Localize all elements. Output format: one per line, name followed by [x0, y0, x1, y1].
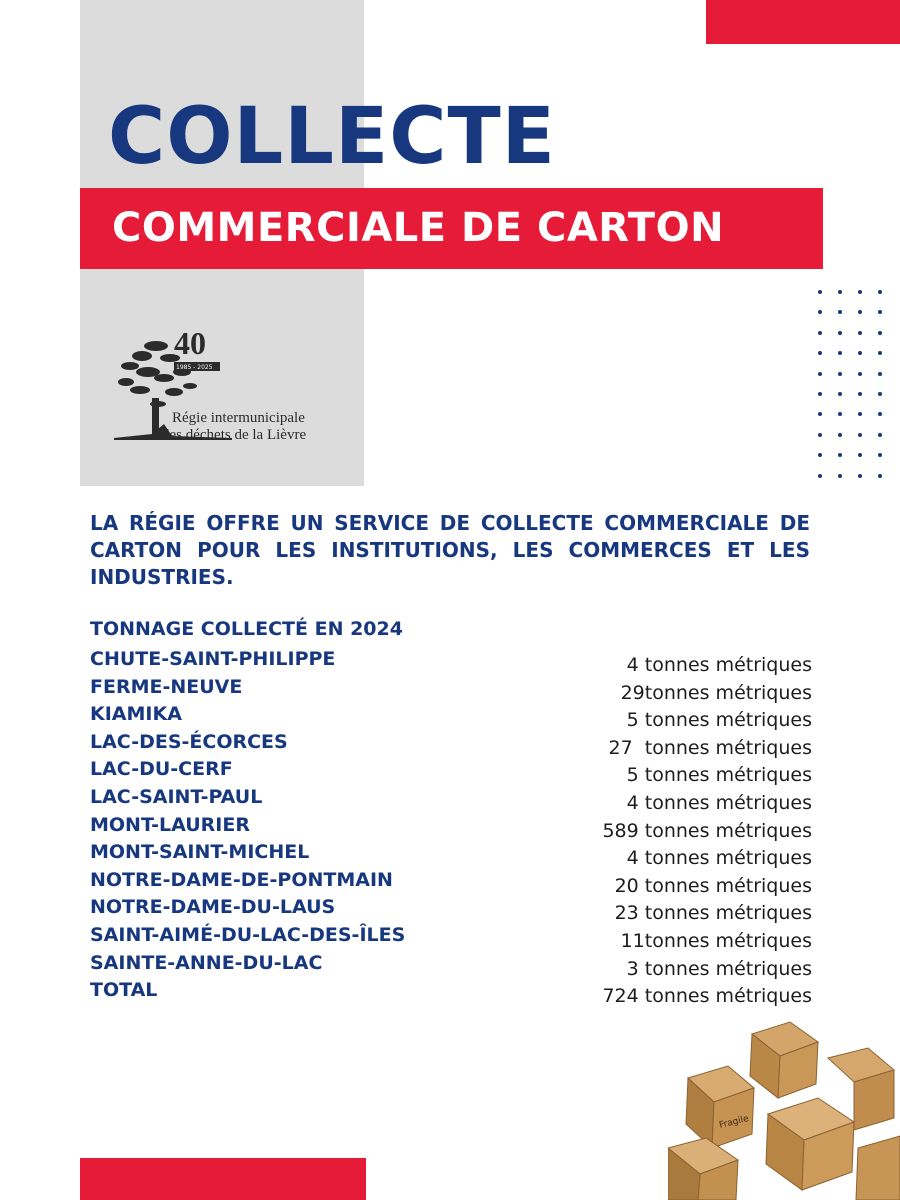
table-row — [90, 785, 812, 813]
table-row — [90, 868, 812, 896]
decorative-dot — [858, 290, 862, 294]
tonnage-amount: 11tonnes métriques — [620, 929, 812, 952]
city-name: LAC-SAINT-PAUL — [90, 785, 263, 808]
decorative-dot — [818, 310, 822, 314]
intro-paragraph: LA RÉGIE OFFRE UN SERVICE DE COLLECTE COMMERCIALE DE CARTON POUR LES INSTITUTIONS, LES COMMERCES ET LES INDUSTRIES. — [90, 511, 810, 589]
decorative-dot — [818, 372, 822, 376]
decorative-dot — [858, 453, 862, 457]
decorative-dot — [838, 290, 842, 294]
tonnage-amount: 20 tonnes métriques — [614, 874, 812, 897]
box-label: Fragile — [718, 1113, 750, 1131]
decorative-dot — [878, 351, 882, 355]
decorative-dot — [878, 372, 882, 376]
table-row — [90, 675, 812, 703]
decorative-dot — [878, 331, 882, 335]
tonnage-table — [90, 647, 812, 1006]
table-row — [90, 647, 812, 675]
decorative-dot — [858, 392, 862, 396]
red-bottom-accent-bar — [80, 1158, 366, 1200]
decorative-dot — [878, 290, 882, 294]
decorative-dot — [838, 433, 842, 437]
city-name: NOTRE-DAME-DE-PONTMAIN — [90, 868, 393, 891]
decorative-dot-grid — [818, 290, 890, 485]
page-title: COLLECTE — [108, 92, 556, 182]
decorative-dot — [818, 331, 822, 335]
tonnage-amount: 4 tonnes métriques — [626, 654, 812, 676]
cardboard-box-icon — [668, 1022, 900, 1200]
tonnage-amount: 5 tonnes métriques — [626, 764, 812, 787]
table-row-total — [90, 978, 812, 1006]
city-name: CHUTE-SAINT-PHILIPPE — [90, 648, 336, 670]
decorative-dot — [878, 453, 882, 457]
decorative-dot — [858, 372, 862, 376]
decorative-dot — [878, 412, 882, 416]
decorative-dot — [878, 474, 882, 478]
city-name: MONT-LAURIER — [90, 813, 250, 836]
city-name: LAC-DU-CERF — [90, 758, 233, 781]
city-name: NOTRE-DAME-DU-LAUS — [90, 896, 336, 919]
anniversary-years: 1985 - 2025 — [176, 364, 213, 371]
red-top-accent-bar — [706, 0, 900, 44]
decorative-dot — [878, 310, 882, 314]
decorative-dot — [858, 433, 862, 437]
tonnage-amount: 589 tonnes métriques — [602, 819, 812, 842]
tonnage-amount: 4 tonnes métriques — [626, 791, 812, 814]
tonnage-amount: 4 tonnes métriques — [626, 847, 812, 870]
decorative-dot — [858, 331, 862, 335]
table-row — [90, 813, 812, 841]
city-name: FERME-NEUVE — [90, 675, 243, 698]
total-amount: 724 tonnes métriques — [602, 985, 812, 1008]
decorative-dot — [878, 433, 882, 437]
decorative-dot — [818, 433, 822, 437]
table-row — [90, 923, 812, 951]
decorative-dot — [858, 310, 862, 314]
page-subtitle: COMMERCIALE DE CARTON — [112, 205, 725, 251]
total-label: TOTAL — [90, 979, 158, 1002]
tonnage-amount: 23 tonnes métriques — [614, 902, 812, 925]
city-name: LAC-DES-ÉCORCES — [90, 730, 288, 753]
table-row — [90, 702, 812, 730]
regie-logo — [112, 326, 352, 446]
tonnage-amount: 27 tonnes métriques — [608, 736, 812, 759]
decorative-dot — [858, 351, 862, 355]
decorative-dot — [858, 474, 862, 478]
decorative-dot — [818, 474, 822, 478]
decorative-dot — [818, 290, 822, 294]
decorative-dot — [838, 392, 842, 396]
tonnage-amount: 5 tonnes métriques — [626, 709, 812, 732]
cardboard-boxes-image — [668, 1018, 900, 1200]
decorative-dot — [818, 351, 822, 355]
decorative-dot — [838, 412, 842, 416]
table-row — [90, 895, 812, 923]
decorative-dot — [838, 310, 842, 314]
city-name: MONT-SAINT-MICHEL — [90, 841, 310, 864]
decorative-dot — [818, 412, 822, 416]
table-row — [90, 757, 812, 785]
decorative-dot — [818, 453, 822, 457]
decorative-dot — [838, 351, 842, 355]
city-name: KIAMIKA — [90, 703, 182, 726]
table-row — [90, 840, 812, 868]
city-name: SAINTE-ANNE-DU-LAC — [90, 951, 323, 974]
city-name: SAINT-AIMÉ-DU-LAC-DES-ÎLES — [90, 923, 406, 946]
anniversary-number: 40 — [174, 326, 206, 361]
tonnage-heading: TONNAGE COLLECTÉ EN 2024 — [90, 618, 403, 640]
decorative-dot — [838, 372, 842, 376]
table-row — [90, 730, 812, 758]
decorative-dot — [858, 412, 862, 416]
decorative-dot — [878, 392, 882, 396]
decorative-dot — [838, 453, 842, 457]
org-name-line1: Régie intermunicipale — [172, 410, 305, 426]
tonnage-amount: 29tonnes métriques — [620, 681, 812, 704]
tonnage-amount: 3 tonnes métriques — [626, 957, 812, 980]
decorative-dot — [838, 331, 842, 335]
decorative-dot — [818, 392, 822, 396]
org-name-line2: des déchets de la Lièvre — [162, 427, 307, 443]
decorative-dot — [838, 474, 842, 478]
table-row — [90, 951, 812, 979]
